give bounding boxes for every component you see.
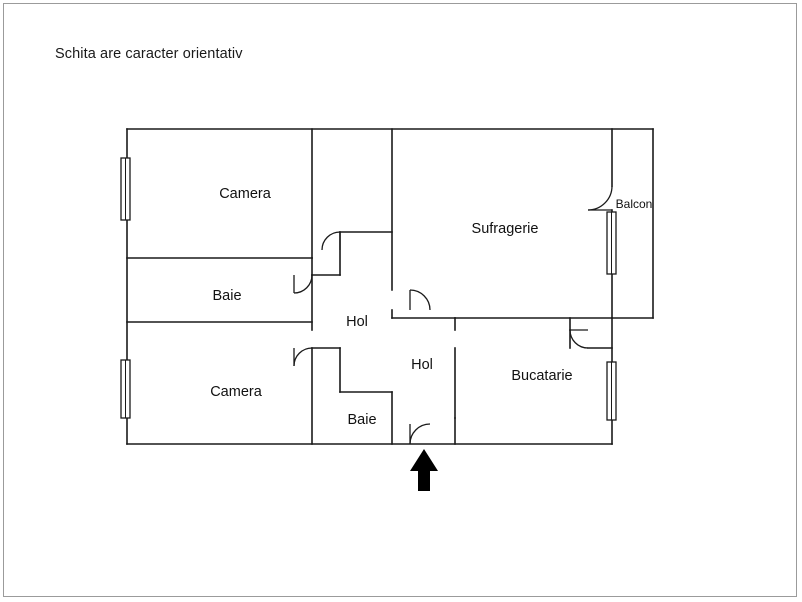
door-balcony (588, 186, 612, 210)
room-label-balcon: Balcon (615, 197, 653, 211)
room-label-sufragerie: Sufragerie (471, 221, 539, 237)
door-entrance (410, 424, 430, 444)
door-baie-top (294, 275, 312, 293)
room-label-bucatarie: Bucatarie (511, 368, 573, 384)
entrance-arrow (410, 449, 438, 491)
door-camera-bottom (294, 348, 312, 366)
page-title: Schita are caracter orientativ (55, 46, 243, 62)
room-label-baie-top: Baie (212, 288, 242, 304)
door-camera-top (322, 232, 340, 250)
room-label-hol-lower: Hol (411, 357, 433, 373)
room-label-hol-upper: Hol (346, 314, 368, 330)
door-sufragerie (410, 290, 430, 310)
room-label-camera-top-left: Camera (219, 186, 271, 202)
door-bucatarie (570, 330, 588, 348)
room-label-camera-bottom: Camera (210, 384, 262, 400)
room-label-baie-bottom: Baie (347, 412, 377, 428)
